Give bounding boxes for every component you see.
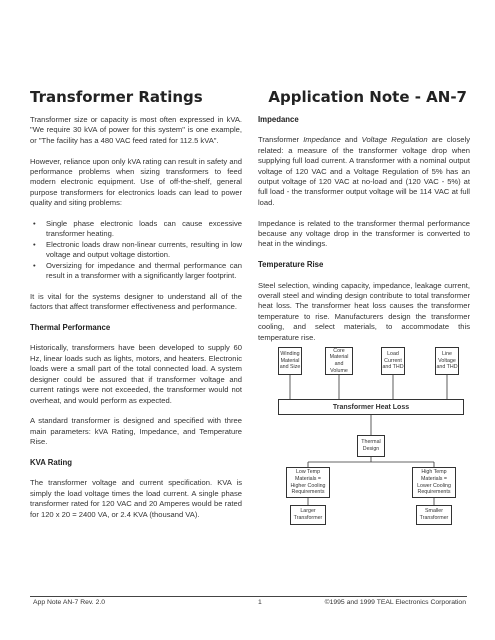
- left-column: [30, 115, 242, 530]
- impedance-paragraph-2: Impedance is related to the transformer thermal performance because any voltage drop in the transformer is converted to heat in the windings.: [258, 218, 470, 249]
- list-item: • Oversizing for impedance and thermal performance can result in a transformer with a significantly larger footprint.: [33, 260, 242, 281]
- temperature-paragraph: Steel selection, winding capacity, impedance, leakage current, overall steel and winding design contribute to total transformer heat loss. The transformer heat loss causes the transformer temperature to rise. Manufacturers design the transformer cooling, and select materials, to accommodate this temperature rise.: [258, 280, 470, 342]
- footer-revision: App Note AN-7 Rev. 2.0: [33, 599, 106, 606]
- temperature-heading: Temperature Rise: [258, 260, 324, 270]
- impedance-paragraph-1: Transformer Impedance and Voltage Regulation are closely related: a measure of the transformer voltage drop when supplying full load current. A transformer with a nominal output voltage of 120 VAC and a Voltage Regulation of 5% has an output voltage of 120 VAC at no-load and (120 VAC - 5%) at full load - the transformer output voltage will be 114 VAC at full load.: [258, 135, 470, 207]
- footer-divider: [30, 596, 467, 597]
- page-title: Transformer Ratings: [30, 88, 203, 106]
- larger-transformer-box: Larger Transformer: [290, 505, 326, 525]
- footer-copyright: ©1995 and 1999 TEAL Electronics Corporation: [324, 599, 466, 606]
- app-note-title: Application Note - AN-7: [268, 88, 467, 106]
- list-item: • Single phase electronic loads can cause excessive transformer heating.: [33, 219, 242, 239]
- page-number: 1: [258, 599, 262, 606]
- thermal-paragraph-2: A standard transformer is designed and specified with three main parameters: kVA Rating, Impedance, and Temperature Rise.: [30, 416, 242, 447]
- right-column: [258, 115, 470, 353]
- low-temp-materials-box: Low Temp Materials = Higher Cooling Requirements: [286, 467, 330, 498]
- transformer-heat-loss-bar: Transformer Heat Loss: [278, 399, 464, 415]
- core-material-box: Core Material and Volume: [325, 347, 353, 375]
- intro-paragraph: Transformer size or capacity is most often expressed in kVA. "We require 30 kVA of power for this system" is one example, or "The facility has a 480 VAC feed rated for 112.5 kVA".: [30, 115, 242, 145]
- problem-list: [30, 219, 242, 281]
- kva-paragraph: The transformer voltage and current specification. KVA is simply the load voltage times the load current. A single phase transformer rated for 120 VAC and 20 Amperes would be rated for 120 x 20 = 2400 VA, or 2.4 KVA (thousand VA).: [30, 478, 242, 519]
- line-voltage-box: Line Voltage and THD: [435, 347, 459, 375]
- thermal-paragraph-1: Historically, transformers have been developed to supply 60 Hz, linear loads such as lights, motors, and heaters. Electronic loads were a small part of the total connected load. A system designer could be assured that if transformer voltage and current ratings were not exceeded, the transformer would not overheat, and would perform as expected.: [30, 343, 242, 405]
- bullet-icon: •: [33, 239, 36, 249]
- bullet-icon: •: [33, 260, 36, 270]
- vital-paragraph: It is vital for the systems designer to understand all of the factors that affect transformer effectiveness and performance.: [30, 291, 242, 312]
- heat-loss-diagram: [278, 347, 464, 527]
- thermal-heading: Thermal Performance: [30, 323, 111, 333]
- impedance-heading: Impedance: [258, 115, 299, 124]
- reliance-paragraph: However, reliance upon only kVA rating can result in safety and performance problems when sizing transformers to feed modern electronic equipment. Use of off-the-shelf, general purpose transformers for electronics loads can lead to power quality and siting problems:: [30, 156, 242, 208]
- winding-material-box: Winding Material and Size: [278, 347, 302, 375]
- load-current-box: Load Current and THD: [381, 347, 405, 375]
- thermal-design-box: Thermal Design: [357, 435, 385, 457]
- high-temp-materials-box: High Temp Materials = Lower Cooling Requirements: [412, 467, 456, 498]
- bullet-icon: •: [33, 219, 36, 229]
- smaller-transformer-box: Smaller Transformer: [416, 505, 452, 525]
- list-item: • Electronic loads draw non-linear currents, resulting in low voltage and output voltage distortion.: [33, 239, 242, 260]
- kva-heading: KVA Rating: [30, 457, 73, 467]
